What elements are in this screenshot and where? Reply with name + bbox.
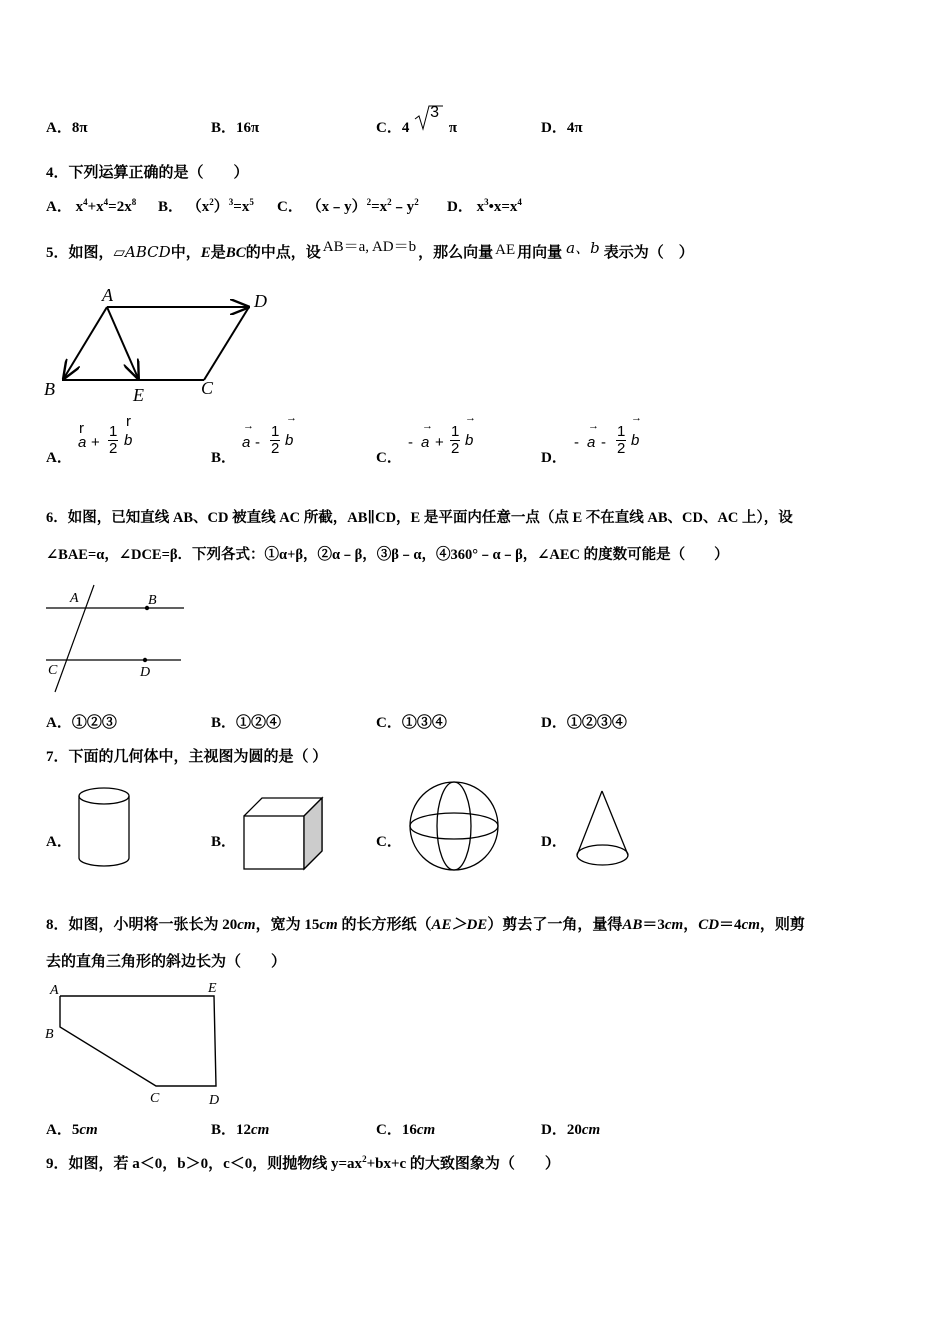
q3-option-c-prefix: C．4: [376, 120, 410, 136]
q6-label-c: C: [48, 663, 58, 678]
q5-option-d-fraction: [616, 424, 626, 457]
q5-option-c-label[interactable]: C．: [376, 450, 402, 466]
q5-parallelogram-figure: [44, 285, 284, 410]
q7-option-a[interactable]: A．: [46, 834, 72, 850]
q8-ab: AB: [622, 917, 643, 933]
q8-unit-3: cm: [664, 917, 684, 933]
q8-text-a: 8．如图，小明将一张长为 20: [46, 917, 238, 933]
q5-option-a-op: +: [91, 434, 100, 451]
q8-text-e: ＝3: [642, 917, 665, 933]
q4-option-b[interactable]: B． $(x^2)^3=x^5$: [158, 197, 254, 215]
q8-option-c-value: C．16: [376, 1122, 417, 1138]
q6-parallel-lines-figure: [44, 585, 194, 700]
q8-text-h: ，则剪: [759, 917, 805, 933]
q5-parallelogram: ▱ABCD: [113, 243, 171, 261]
q5-option-c-right: b: [465, 432, 474, 449]
q5-option-c-pre: -: [408, 434, 413, 451]
q5-option-a-den: 2: [109, 440, 118, 457]
q5-label-d: D: [254, 291, 267, 311]
q5-option-b-fraction: [270, 424, 280, 457]
q6-label-a: A: [70, 591, 79, 606]
q5-option-c-op: +: [435, 434, 444, 451]
q8-pentagon: [60, 996, 216, 1086]
q5-label-a: A: [102, 285, 113, 305]
q7-option-b[interactable]: B．: [211, 834, 237, 850]
q5-option-b-vec-mark-b: →: [286, 412, 297, 424]
q5-vector-ab: [64, 307, 107, 378]
q9-stem: [46, 1152, 560, 1173]
q5-option-c-fraction: [450, 424, 460, 457]
q4-option-c[interactable]: C． $(x﹣y)^2=x^2﹣y^2$: [277, 197, 419, 215]
q4-option-d-label: D．: [447, 199, 473, 215]
q5-label-b: B: [44, 379, 55, 399]
q4-option-d[interactable]: D． $x^3•x=x^4$: [447, 197, 522, 215]
q6-point-d: [143, 658, 147, 662]
q8-option-b-unit: cm: [251, 1122, 270, 1138]
q6-option-d[interactable]: D．①②③④: [541, 715, 627, 731]
q8-option-c-unit: cm: [416, 1122, 436, 1138]
q8-unit-1: cm: [237, 917, 256, 933]
cone-icon: [574, 788, 634, 873]
q9-stem-a: 9．如图，若 a＜0，b＞0，c＜0，则抛物线 y=ax: [46, 1156, 363, 1172]
q8-ae-de: AE＞DE: [431, 917, 488, 933]
sphere-icon: [408, 780, 503, 875]
q6-option-a[interactable]: A．①②③: [46, 715, 117, 731]
q5-option-d-left: a: [587, 434, 596, 451]
q5-segment-bc: BC: [225, 245, 246, 261]
q5-vector-ae: AE: [495, 242, 516, 258]
q5-stem: [46, 241, 694, 262]
q8-label-e: E: [208, 981, 217, 996]
q3-option-b[interactable]: B．16π: [211, 120, 260, 136]
q5-option-d-op: -: [601, 434, 606, 451]
q8-option-c[interactable]: [376, 1118, 435, 1139]
q5-option-a-num: 1: [109, 423, 118, 440]
q5-segment-cd: [204, 307, 249, 380]
q5-option-a-vec-mark-a: r: [79, 420, 84, 437]
q3-option-a[interactable]: A．8π: [46, 120, 88, 136]
q8-unit-2: cm: [319, 917, 338, 933]
q5-option-b-op: -: [255, 434, 260, 451]
q8-option-a-value: A．5: [46, 1122, 80, 1138]
q8-option-b-value: B．12: [211, 1122, 252, 1138]
q5-option-c-vec-mark-b: →: [465, 412, 476, 424]
sqrt-sign: [413, 102, 445, 132]
q5-option-a-vec-mark-b: r: [126, 413, 131, 430]
q4-stem: 4．下列运算正确的是（ ）: [46, 165, 249, 181]
q5-option-a-right: b: [124, 432, 133, 449]
q5-vector-definition: AB＝a, AD＝b: [322, 239, 417, 255]
q5-stem-end: 表示为（ ）: [603, 245, 694, 261]
q8-unit-4: cm: [741, 917, 760, 933]
q5-vector-ae: [107, 307, 138, 378]
q7-option-c[interactable]: C．: [376, 834, 402, 850]
q6-stem-line2: ∠BAE=α，∠DCE=β．下列各式：①α+β，②α﹣β，③β﹣α，④360°﹣α﹣β，∠AEC 的度数可能是（ ）: [46, 547, 729, 563]
q5-stem-mid4: ，那么向量: [418, 245, 494, 261]
q9-stem-b: +bx+c 的大致图象为（ ）: [366, 1156, 560, 1172]
q8-option-d-value: D．20: [541, 1122, 582, 1138]
q9-stem-sup: 2: [362, 1154, 367, 1164]
q5-option-c-den: 2: [451, 440, 460, 457]
q8-text-f: ，: [683, 917, 699, 933]
q5-option-d-den: 2: [617, 440, 626, 457]
q8-cd: CD: [698, 917, 720, 933]
q6-label-b: B: [148, 593, 157, 608]
q8-cut-rectangle-figure: [44, 980, 234, 1108]
q7-option-d[interactable]: D．: [541, 834, 567, 850]
q5-option-b-label[interactable]: B．: [211, 450, 237, 466]
q8-label-d: D: [209, 1093, 220, 1108]
q3-option-c-suffix: π: [448, 120, 458, 136]
q8-text-c: 的长方形纸（: [337, 917, 432, 933]
q5-option-a-label[interactable]: A．: [46, 450, 72, 466]
q8-option-a[interactable]: [46, 1118, 98, 1139]
q5-stem-prefix: 5．如图，: [46, 245, 114, 261]
q5-label-e: E: [133, 385, 144, 405]
q5-stem-mid1: 中，: [170, 245, 201, 261]
q5-option-d-right: b: [631, 432, 640, 449]
q6-option-c[interactable]: C．①③④: [376, 715, 447, 731]
cube-icon: [242, 796, 327, 876]
q8-stem-line2: 去的直角三角形的斜边长为（ ）: [46, 954, 287, 970]
q5-option-c-vec-mark-a: →: [422, 420, 433, 432]
q5-option-a-fraction: [108, 424, 118, 457]
q5-stem-mid5: 用向量: [517, 245, 563, 261]
q5-option-b-right: b: [285, 432, 294, 449]
q8-text-d: ）剪去了一角，量得: [487, 917, 623, 933]
cylinder-icon: [77, 786, 137, 871]
q5-label-c: C: [201, 378, 214, 398]
q5-stem-mid2: 是: [210, 245, 226, 261]
q5-option-c-num: 1: [451, 423, 460, 440]
q8-text-b: ，宽为 15: [255, 917, 320, 933]
q5-point-e: E: [200, 245, 211, 261]
q8-label-a: A: [50, 983, 59, 998]
q5-option-d-num: 1: [617, 423, 626, 440]
q8-label-b: B: [45, 1027, 54, 1042]
q5-option-d-vec-mark-b: →: [631, 412, 642, 424]
q3-option-c-root: 3: [430, 104, 439, 121]
q4-option-c-label: C．: [277, 199, 303, 215]
q8-option-d[interactable]: [541, 1118, 600, 1139]
q8-option-b[interactable]: [211, 1118, 269, 1139]
q7-stem: 7．下面的几何体中，主视图为圆的是（ ）: [46, 749, 328, 765]
q4-option-b-label: B．: [158, 199, 184, 215]
q5-option-d-label[interactable]: D．: [541, 450, 567, 466]
q6-stem-line1: 6．如图，已知直线 AB、CD 被直线 AC 所截，AB∥CD，E 是平面内任意一点（点 E 不在直线 AB、CD、AC 上），设: [46, 510, 793, 526]
sqrt-icon: [413, 104, 445, 132]
q5-option-b-left: a: [242, 434, 251, 451]
q8-option-a-unit: cm: [79, 1122, 98, 1138]
q4-option-a-label: A．: [46, 199, 72, 215]
q5-stem-mid3: 的中点，设: [245, 245, 321, 261]
q5-vectors-a-b: a、b: [566, 239, 600, 257]
q5-option-b-num: 1: [271, 423, 280, 440]
q5-option-a-left: a: [78, 434, 87, 451]
q6-label-d: D: [140, 665, 151, 680]
q5-option-b-den: 2: [271, 440, 280, 457]
q8-option-d-unit: cm: [581, 1122, 601, 1138]
q4-option-a[interactable]: A． $x^4+x^4=2x^8$: [46, 197, 137, 215]
q8-label-c: C: [150, 1091, 160, 1106]
q3-option-d[interactable]: D．4π: [541, 120, 583, 136]
q6-option-b[interactable]: B．①②④: [211, 715, 282, 731]
q8-stem-line1: [46, 913, 805, 934]
q5-option-b-vec-mark-a: →: [243, 420, 254, 432]
q5-option-d-vec-mark-a: →: [588, 420, 599, 432]
q5-option-d-pre: -: [574, 434, 579, 451]
q5-option-c-left: a: [421, 434, 430, 451]
q3-option-c[interactable]: [376, 104, 458, 137]
q8-text-g: ＝4: [719, 917, 742, 933]
